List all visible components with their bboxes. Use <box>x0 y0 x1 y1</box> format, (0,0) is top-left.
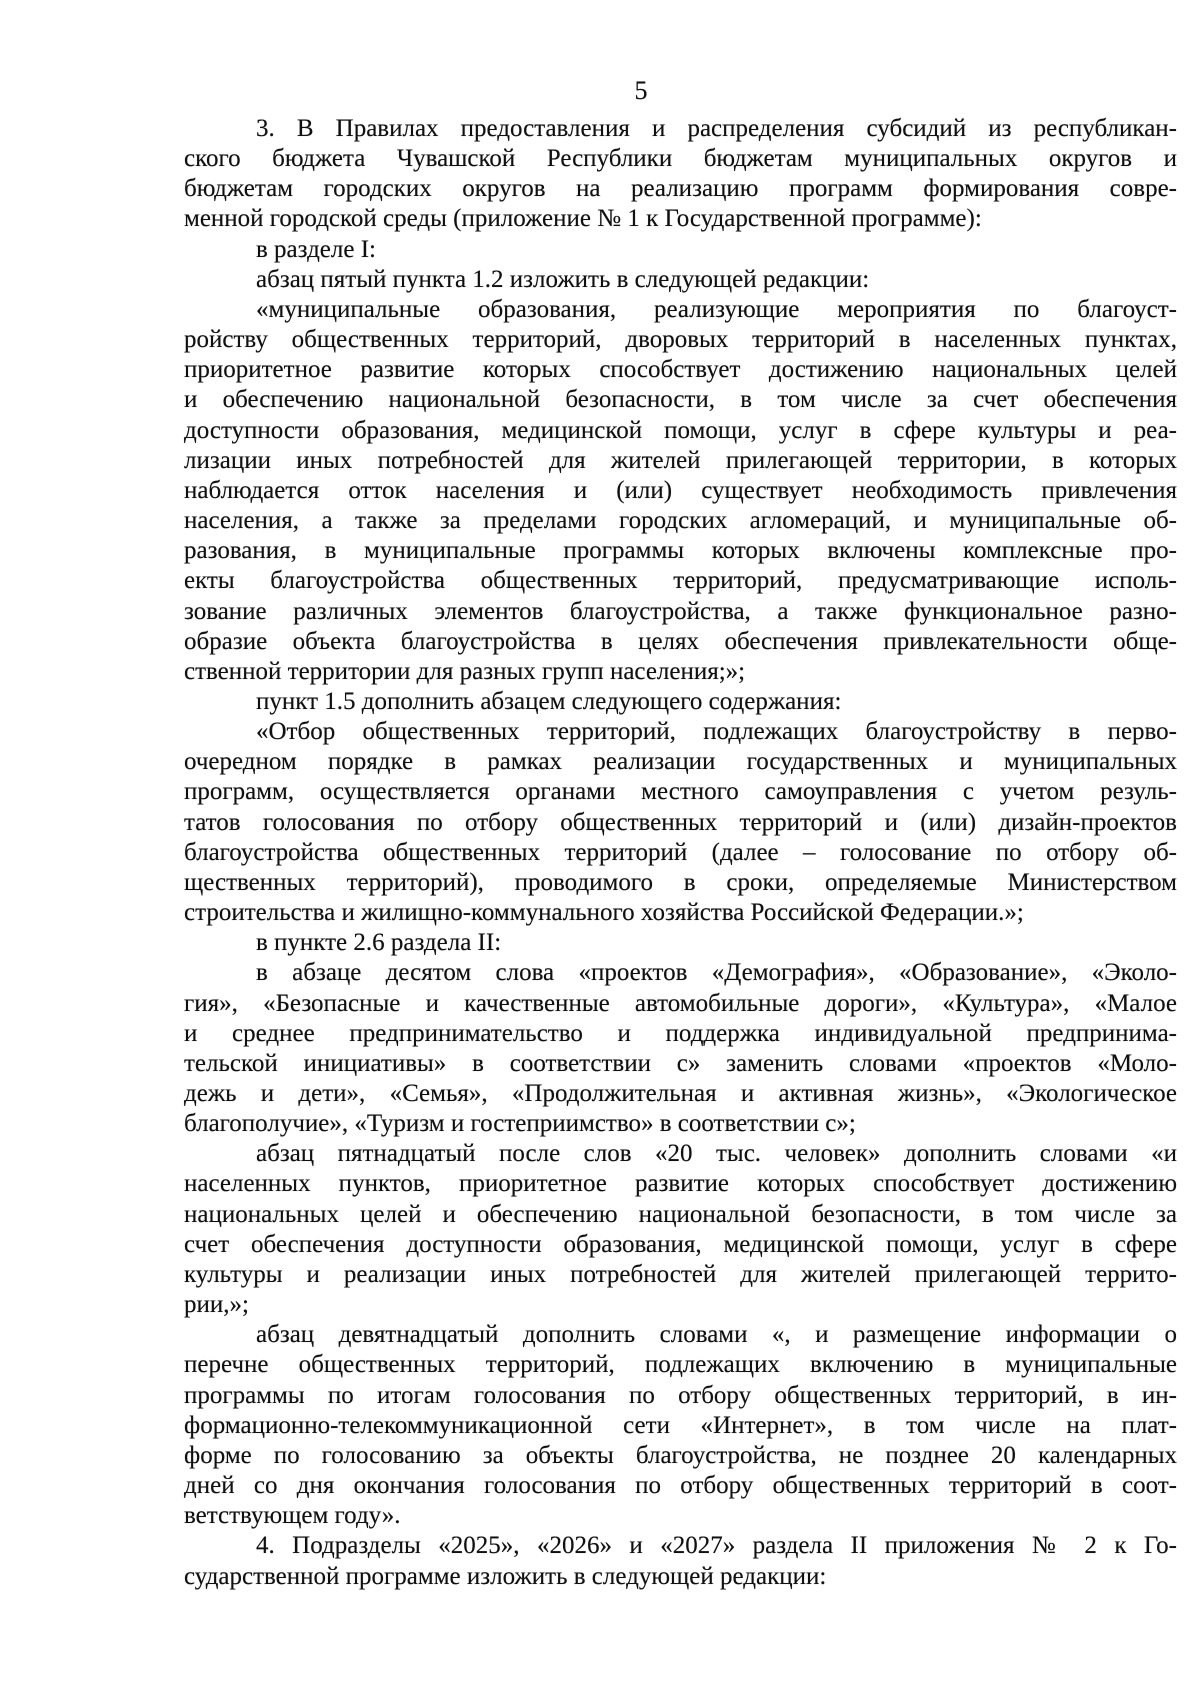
text-line: абзац пятый пункта 1.2 изложить в следующей редакции: <box>256 265 870 293</box>
text-line: ского бюджета Чувашской Республики бюджетам муниципальных округов и <box>184 145 1177 173</box>
text-line: и среднее предпринимательство и поддержка индивидуальной предпринима- <box>184 1019 1177 1047</box>
text-line: ветствующем году». <box>184 1502 401 1530</box>
text-line: разования, в муниципальные программы которых включены комплексные про- <box>184 537 1177 565</box>
text-line: гия», «Безопасные и качественные автомобильные дороги», «Культура», «Малое <box>184 989 1177 1017</box>
text-line: счет обеспечения доступности образования, медицинской помощи, услуг в сфере <box>184 1230 1177 1258</box>
text-line: программы по итогам голосования по отбору общественных территорий, в ин- <box>184 1381 1177 1409</box>
paragraph <box>184 1531 1177 1591</box>
paragraph <box>184 295 1177 687</box>
text-line: строительства и жилищно-коммунального хозяйства Российской Федерации.»; <box>184 899 1024 927</box>
paragraph <box>184 717 1177 928</box>
text-line: в абзаце десятом слова «проектов «Демография», «Образование», «Эколо- <box>256 959 1177 987</box>
text-line: рии,»; <box>184 1291 249 1319</box>
text-line: тельской инициативы» в соответствии с» заменить словами «проектов «Моло- <box>184 1049 1177 1077</box>
paragraph <box>184 265 1177 295</box>
text-line: перечне общественных территорий, подлежащих включению в муниципальные <box>184 1351 1177 1379</box>
text-line: дежь и дети», «Семья», «Продолжительная и активная жизнь», «Экологическое <box>184 1080 1177 1107</box>
text-line: лизации иных потребностей для жителей прилегающей территории, в которых <box>184 446 1177 474</box>
text-line: культуры и реализации иных потребностей для жителей прилегающей террито- <box>184 1260 1177 1288</box>
paragraph <box>184 958 1177 1139</box>
paragraph <box>184 928 1177 958</box>
text-line: щественных территорий), проводимого в сроки, определяемые Министерством <box>184 868 1177 896</box>
text-line: национальных целей и обеспечению национальной безопасности, в том числе за <box>184 1200 1177 1228</box>
text-line: и обеспечению национальной безопасности, в том числе за счет обеспечения <box>184 386 1177 414</box>
text-line: формационно-телекоммуникационной сети «Интернет», в том числе на плат- <box>184 1411 1177 1439</box>
text-line: в пункте 2.6 раздела II: <box>256 929 502 957</box>
text-line: зование различных элементов благоустройства, а также функциональное разно- <box>184 597 1177 625</box>
text-line: татов голосования по отбору общественных территорий и (или) дизайн-проектов <box>184 808 1177 836</box>
text-line: доступности образования, медицинской помощи, услуг в сфере культуры и реа- <box>184 416 1177 444</box>
text-line: ройству общественных территорий, дворовых территорий в населенных пунктах, <box>184 326 1177 354</box>
text-line: благоустройства общественных территорий (далее – голосование по отбору об- <box>184 838 1177 866</box>
text-line: населенных пунктов, приоритетное развитие которых способствует достижению <box>184 1170 1177 1198</box>
text-line: дней со дня окончания голосования по отбору общественных территорий в соот- <box>184 1472 1177 1500</box>
text-line: наблюдается отток населения и (или) существует необходимость привлечения <box>184 476 1177 504</box>
text-line: очередном порядке в рамках реализации государственных и муниципальных <box>184 748 1177 776</box>
text-line: ственной территории для разных групп населения;»; <box>184 657 746 685</box>
text-line: 3. В Правилах предоставления и распределения субсидий из республикан- <box>256 115 1177 142</box>
paragraph <box>184 1320 1177 1531</box>
text-line: благополучие», «Туризм и гостеприимство» в соответствии с»; <box>184 1110 856 1138</box>
paragraph <box>184 235 1177 265</box>
text-line: бюджетам городских округов на реализацию программ формирования совре- <box>184 175 1177 203</box>
text-line: «Отбор общественных территорий, подлежащих благоустройству в перво- <box>256 718 1177 746</box>
document-body <box>184 114 1177 1592</box>
text-line: абзац девятнадцатый дополнить словами «, и размещение информации о <box>256 1321 1177 1349</box>
text-line: форме по голосованию за объекты благоустройства, не позднее 20 календарных <box>184 1441 1177 1469</box>
paragraph <box>184 1139 1177 1320</box>
text-line: сударственной программе изложить в следующей редакции: <box>184 1562 827 1590</box>
text-line: приоритетное развитие которых способствует достижению национальных целей <box>184 356 1177 384</box>
text-line: «муниципальные образования, реализующие мероприятия по благоуст- <box>256 295 1177 323</box>
page-number: 5 <box>634 76 648 105</box>
paragraph <box>184 687 1177 717</box>
text-line: в разделе I: <box>256 235 376 263</box>
text-line: менной городской среды (приложение № 1 к Государственной программе): <box>184 205 982 233</box>
paragraph <box>184 114 1177 235</box>
text-line: пункт 1.5 дополнить абзацем следующего содержания: <box>256 687 842 715</box>
text-line: образие объекта благоустройства в целях обеспечения привлекательности обще- <box>184 627 1177 655</box>
text-line: населения, а также за пределами городских агломераций, и муниципальные об- <box>184 507 1177 535</box>
text-line: программ, осуществляется органами местного самоуправления с учетом резуль- <box>184 778 1177 806</box>
text-line: екты благоустройства общественных территорий, предусматривающие исполь- <box>184 567 1177 595</box>
text-line: 4. Подразделы «2025», «2026» и «2027» раздела II приложения № 2 к Го- <box>256 1532 1177 1560</box>
text-line: абзац пятнадцатый после слов «20 тыс. человек» дополнить словами «и <box>256 1140 1177 1168</box>
